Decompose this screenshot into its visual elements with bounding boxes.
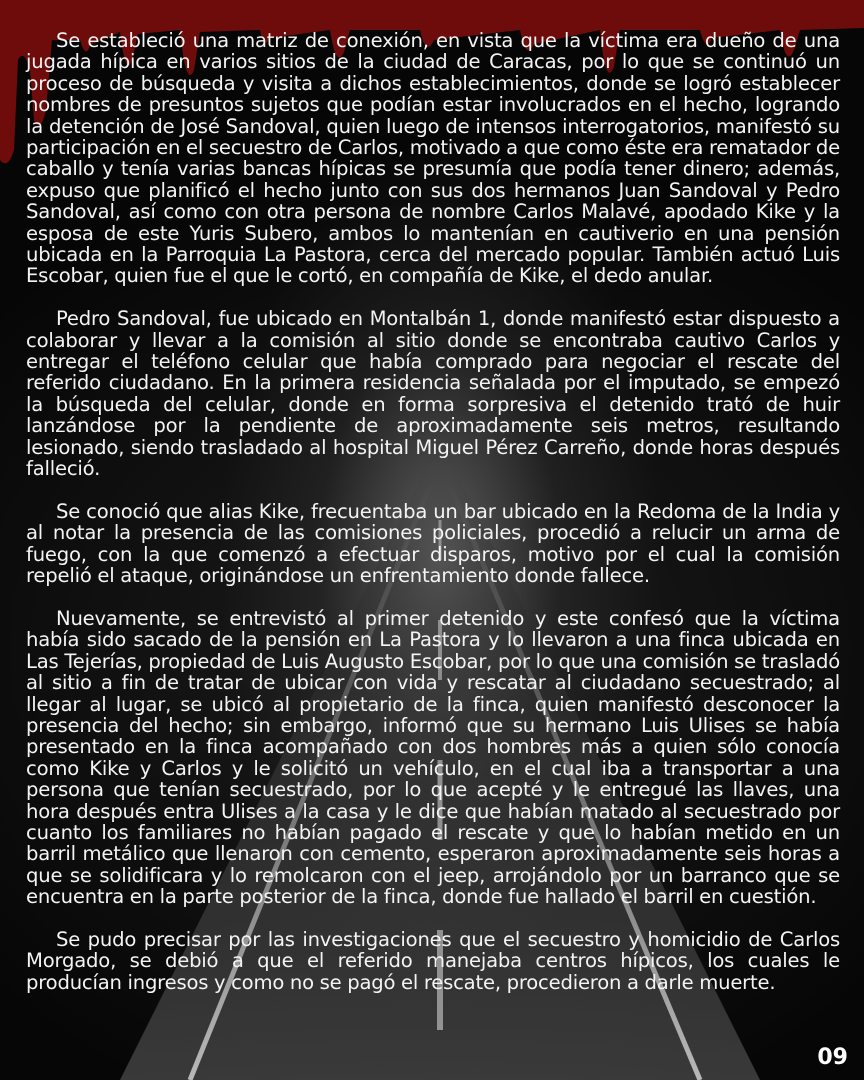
- paragraph-5: Se pudo precisar por las investigaciones que el secuestro y homicidio de Carlos Morgado, se debió a que el referido manejaba centros hípicos, los cuales le producían ingresos y como no se pagó el rescate, procedieron a darle muerte.: [26, 928, 840, 994]
- paragraph-1: Se estableció una matriz de conexión, en vista que la víctima era dueño de una jugada hípica en varios sitios de la ciudad de Caracas, por lo que se continuó un proceso de búsqueda y visita a dichos establecimientos, donde se logró establecer nombres de presuntos sujetos que podían estar involucrados en el hecho, logrando la detención de José Sandoval, quien luego de intensos interrogatorios, manifestó su participación en el secuestro de Carlos, motivado a que como éste era rematador de caballo y tenía varias bancas hípicas se presumía que podía tener dinero; además, expuso que planificó el hecho junto con sus dos hermanos Juan Sandoval y Pedro Sandoval, así como con otra persona de nombre Carlos Malavé, apodado Kike y la esposa de este Yuris Subero, ambos lo mantenían en cautiverio en una pensión ubicada en la Parroquia La Pastora, cerca del mercado popular. También actuó Luis Escobar, quien fue el que le cortó, en compañía de Kike, el dedo anular.: [26, 29, 840, 288]
- page-number: 09: [817, 1045, 848, 1070]
- paragraph-3: Se conoció que alias Kike, frecuentaba un bar ubicado en la Redoma de la India y al notar la presencia de las comisiones policiales, procedió a relucir un arma de fuego, con la que comenzó a efectuar disparos, motivo por el cual la comisión repelió el ataque, originándose un enfrentamiento donde fallece.: [26, 499, 840, 588]
- article-body: [26, 30, 840, 1015]
- paragraph-4: Nuevamente, se entrevistó al primer detenido y este confesó que la víctima había sido sacado de la pensión en La Pastora y lo llevaron a una finca ubicada en Las Tejerías, propiedad de Luis Augusto Escobar, por lo que una comisión se trasladó al sitio a fin de tratar de ubicar con vida y rescatar al ciudadano secuestrado; al llegar al lugar, se ubicó al propietario de la finca, quien manifestó desconocer la presencia del hecho; sin embargo, informó que su hermano Luis Ulises se había presentado en la finca acompañado con dos hombres más a quien sólo conocía como Kike y Carlos y le solicitó un vehículo, en el cual iba a transportar a una persona que tenían secuestrado, por lo que acepté y le entregué las llaves, una hora después entra Ulises a la casa y le dice que habían matado al secuestrado por cuanto los familiares no habían pagado el rescate y que lo habían metido en un barril metálico que llenaron con cemento, esperaron aproximadamente seis horas a que se solidificara y lo remolcaron con el jeep, arrojándolo por un barranco que se encuentra en la parte posterior de la finca, donde fue hallado el barril en cuestión.: [26, 606, 840, 909]
- paragraph-2: Pedro Sandoval, fue ubicado en Montalbán 1, donde manifestó estar dispuesto a colaborar y llevar a la comisión al sitio donde se encontraba cautivo Carlos y entregar el teléfono celular que había comprado para negociar el rescate del referido ciudadano. En la primera residencia señalada por el imputado, se empezó la búsqueda del celular, donde en forma sorpresiva el detenido trató de huir lanzándose por la pendiente de aproximadamente seis metros, resultando lesionado, siendo trasladado al hospital Miguel Pérez Carreño, donde horas después falleció.: [26, 307, 840, 481]
